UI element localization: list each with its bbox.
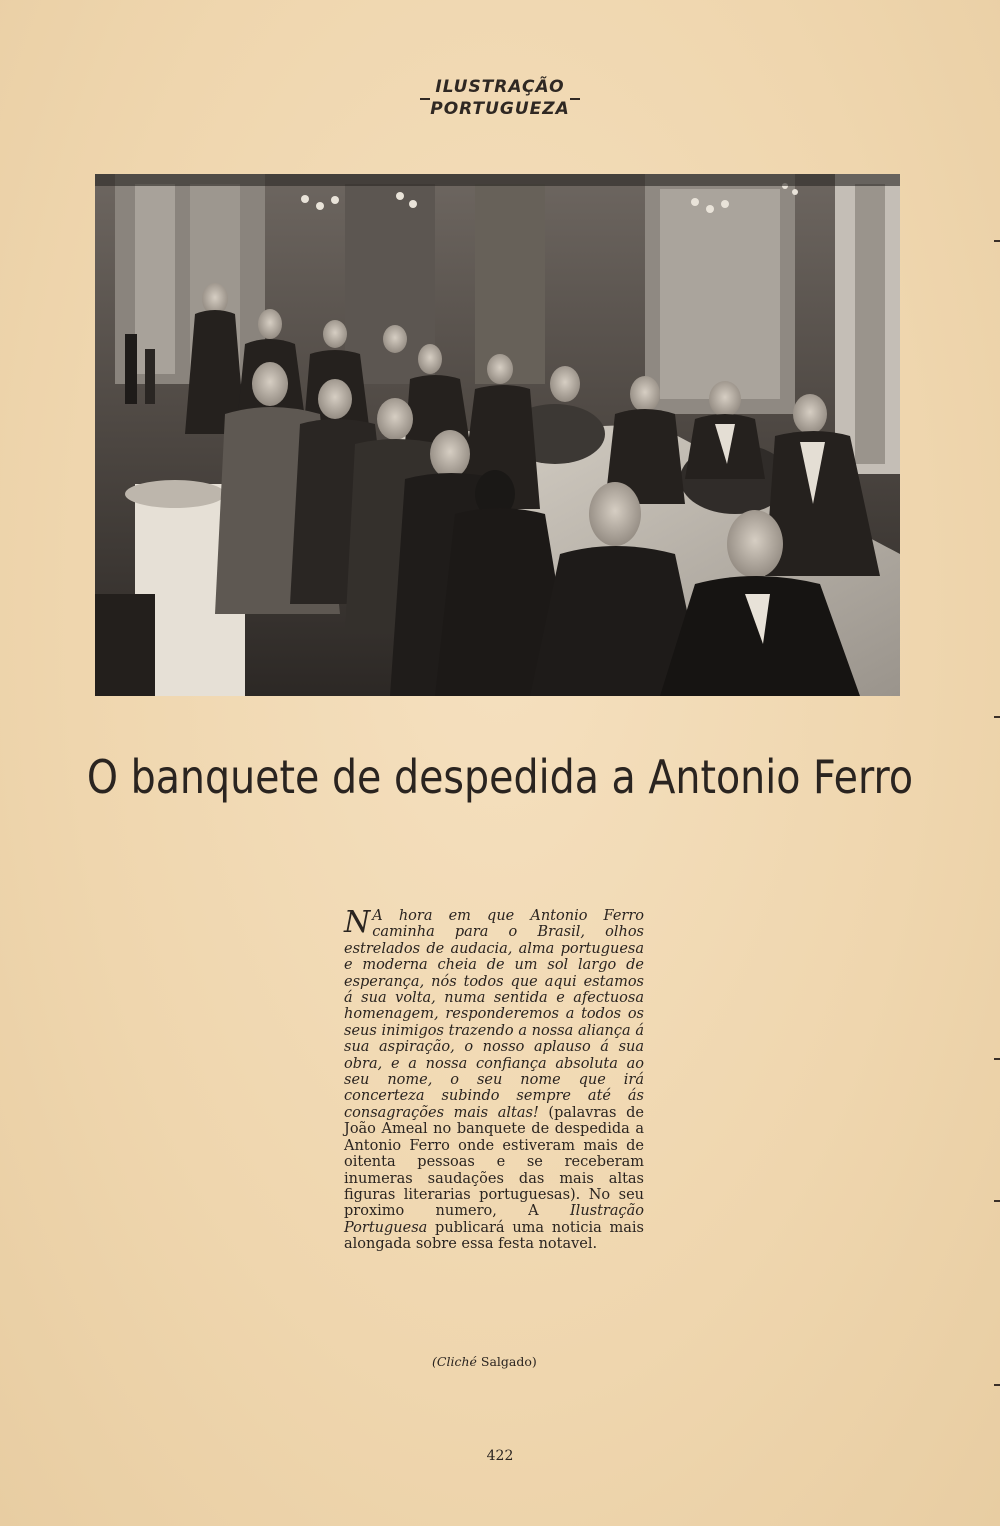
quote-text: A hora em que Antonio Ferro caminha para o Brasil, olhos estrelados de audacia, alma portuguesa e moderna cheia de um sol largo de esperança, nós todos que aqui estamos á sua volta, numa sentida e afectuosa homenagem, responderemos a todos os seus inimigos trazendo a nossa aliança á sua aspiração, o nosso aplauso á sua obra, e a nossa confiança absoluta ao seu nome, o seu nome que irá concerteza subindo sempre até ás consagrações mais altas! (344, 908, 644, 1121)
drop-cap: N (344, 905, 371, 940)
credit-cliche: Cliché (436, 1354, 477, 1369)
article-body (344, 905, 644, 1253)
article-text-1: (palavras de João Ameal no banquete de despedida a Antonio Ferro onde estiveram mais de oitenta pessoas e se receberam inumeras saudações das mais altas figuras literarias portuguesas). No seu proximo numero, A (344, 1104, 644, 1220)
masthead-line2: PORTUGUEZA (430, 99, 570, 119)
article-text-2: publicará uma noticia mais alongada sobre essa festa notavel. (344, 1219, 644, 1253)
edge-mark (994, 1384, 1000, 1386)
masthead-dash-left (420, 98, 430, 100)
photo-credit (432, 1354, 537, 1369)
credit-open: ( (432, 1354, 437, 1369)
masthead-line1: ILUSTRAÇÃO (435, 77, 565, 97)
masthead-dash-right (570, 98, 580, 100)
publication-name: Ilustração Portuguesa (344, 1203, 644, 1236)
credit-name: Salgado) (476, 1354, 537, 1369)
photo-illustration (95, 174, 900, 696)
page-number: 422 (486, 1448, 514, 1464)
masthead-logo (420, 76, 580, 128)
edge-mark (994, 240, 1000, 242)
edge-mark (994, 716, 1000, 718)
edge-mark (994, 1058, 1000, 1060)
headline: O banquete de despedida a Antonio Ferro (86, 750, 914, 804)
edge-mark (994, 1200, 1000, 1202)
banquet-photograph (95, 174, 900, 696)
